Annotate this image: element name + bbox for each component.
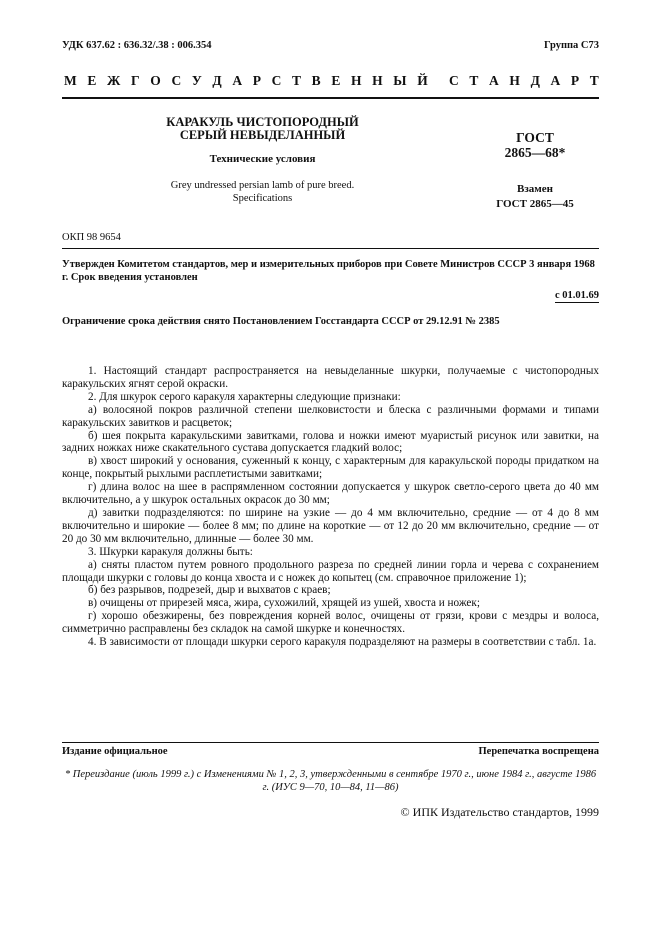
heading-letter: Н: [350, 73, 362, 88]
body-paragraph: в) очищены от прирезей мяса, жира, сухожилий, хрящей из ушей, хвоста и ножек;: [88, 597, 480, 610]
reissue-note: * Переиздание (июль 1999 г.) с Изменениями № 1, 2, 3, утвержденными в сентябре 1970 г., июне 1984 г., августе 1986 г. (ИУС 9—70, 10—84, 11—86): [64, 769, 597, 793]
mid-divider: [62, 248, 599, 249]
heading-letter: Ы: [393, 73, 407, 88]
top-divider: [62, 97, 599, 99]
reprint-notice: Перепечатка воспрещена: [478, 746, 599, 757]
replaces-label: Взамен: [517, 183, 553, 195]
gost-number: 2865—68*: [504, 145, 566, 160]
edition-label: Издание официальное: [62, 746, 168, 757]
title-en-line2: Specifications: [232, 193, 293, 204]
title-en: [130, 179, 395, 205]
body-paragraph: д) завитки подразделяются: по ширине на узкие — до 4 мм включительно, средние — от 4 до 8 мм включительно и широкие — более 8 мм; по длине на короткие — от 12 до 20 мм включительно, средние — от 20 до 30 мм включительно, длинные — более 30 мм.: [62, 506, 599, 545]
heading-letter: О: [150, 73, 161, 88]
effective-date: с 01.01.69: [554, 290, 599, 301]
body-paragraph: в) хвост широкий у основания, суженный к концу, с характерным для каракульской породы придатком на конце, покрытый рыхлыми расплетистыми завитками;: [62, 455, 599, 481]
heading-letter: А: [550, 73, 561, 88]
approval-text: Утвержден Комитетом стандартов, мер и измерительных приборов при Совете Министров СССР 3 января 1968 г. Срок введения установлен: [62, 259, 595, 283]
body-paragraph: 3. Шкурки каракуля должны быть:: [88, 545, 253, 558]
body-text: [62, 365, 599, 649]
heading-letter: Н: [509, 73, 520, 88]
okp-code: ОКП 98 9654: [62, 232, 121, 243]
heading-letter: У: [191, 73, 202, 88]
replaces-value: ГОСТ 2865—45: [496, 198, 574, 210]
heading-letter: С: [448, 73, 459, 88]
body-paragraph: 1. Настоящий стандарт распространяется на невыделанные шкурки, получаемые с чистопородных каракульских ягнят серой окраски.: [62, 365, 599, 390]
body-paragraph: 2. Для шкурок серого каракуля характерны следующие признаки:: [88, 390, 401, 403]
replaces-block: [470, 182, 600, 212]
copyright: © ИПК Издательство стандартов, 1999: [400, 805, 599, 819]
body-paragraph: б) без разрывов, подрезей, дыр и выхватов с краев;: [88, 584, 331, 597]
body-paragraph: а) волосяной покров различной степени шелковистости и блеска с различными формами и типами каракульских завитков и расцветок;: [62, 403, 599, 429]
heading-letter: В: [311, 73, 321, 88]
heading-letter: Д: [530, 73, 540, 88]
udk-code: УДК 637.62 : 636.32/.38 : 006.354: [62, 40, 212, 51]
heading-letter: А: [489, 73, 499, 88]
heading-letter: Н: [372, 73, 383, 88]
header: [62, 40, 599, 51]
body-paragraph: б) шея покрыта каракульскими завитками, голова и ножки имеют муаристый рисунок или завитки, на задних ножках ниже скакательного сустава допускается гладкий волос;: [62, 429, 599, 455]
heading-letter: С: [171, 73, 182, 88]
body-paragraph: а) сняты пластом путем ровного продольного разреза по средней линии горла и черева с сохранением площади шкурки с головы до конца хвоста и с ножек до копытец (см. справочное приложение 1);: [62, 558, 599, 584]
title-en-line1: Grey undressed persian lamb of pure breed.: [170, 180, 355, 191]
heading-letter: Г: [131, 73, 140, 88]
heading-letter: Е: [331, 73, 341, 88]
heading-letter: Р: [252, 73, 261, 88]
heading-letter: Т: [292, 73, 302, 88]
gost-label: ГОСТ: [516, 130, 554, 145]
heading-letter: Ж: [107, 73, 121, 88]
gost-number-block: [470, 130, 600, 160]
heading-letter: С: [271, 73, 282, 88]
heading-letter: А: [232, 73, 243, 88]
title-ru-line2: СЕРЫЙ НЕВЫДЕЛАННЫЙ: [179, 128, 346, 142]
heading-letter: Й: [417, 73, 428, 88]
title-ru-line1: КАРАКУЛЬ ЧИСТОПОРОДНЫЙ: [166, 115, 359, 129]
body-paragraph: г) длина волос на шее в распрямленном состоянии допускается у шкурок светло-серого цвета до 40 мм включительно, а у шкурок остальных окрасок до 30 мм;: [62, 481, 599, 507]
footer-divider: [62, 742, 599, 743]
title-ru: [130, 116, 395, 142]
subtitle: Технические условия: [209, 153, 316, 165]
heading-letter: Т: [469, 73, 479, 88]
heading-letter: Д: [212, 73, 222, 88]
heading-letter: Е: [87, 73, 97, 88]
limitation-text: Ограничение срока действия снято Постановлением Госстандарта СССР от 29.12.91 № 2385: [62, 316, 500, 327]
heading-letter: М: [64, 73, 77, 88]
body-paragraph: г) хорошо обезжирены, без повреждения корней волос, очищены от грязи, крови с мездры и волоса, симметрично расправлены без складок на самой шкурке и конечностях.: [62, 610, 599, 636]
group-code: Группа С73: [543, 40, 599, 51]
standard-type-heading: [64, 73, 599, 89]
heading-letter: Р: [570, 73, 580, 88]
body-paragraph: 4. В зависимости от площади шкурки серого каракуля подразделяют на размеры в соответствии с табл. 1а.: [88, 636, 597, 649]
heading-letter: Т: [589, 73, 599, 88]
